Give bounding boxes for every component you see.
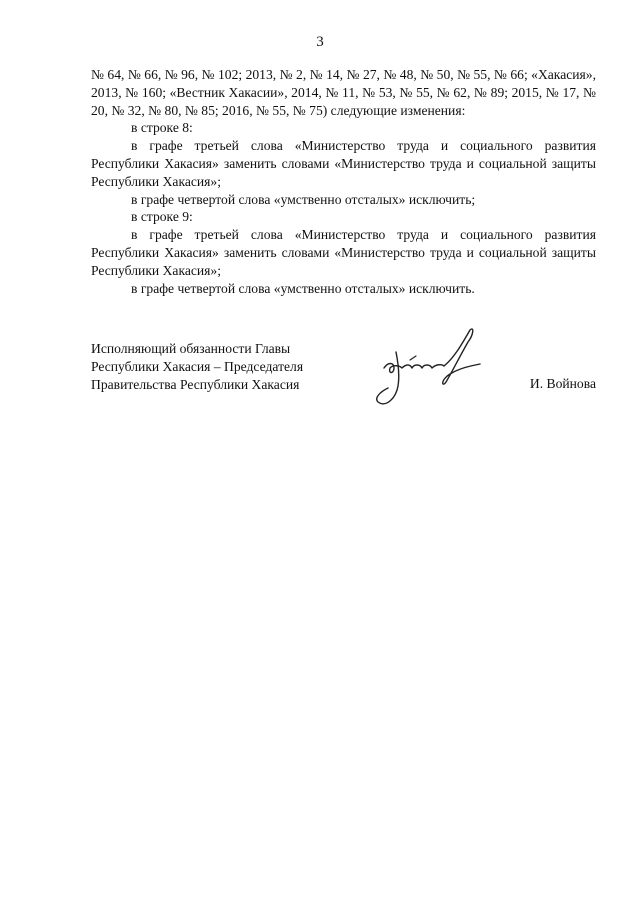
document-body <box>91 66 596 297</box>
row-8-heading: в строке 8: <box>131 120 193 136</box>
row-8-column-3-change: в графе третьей слова «Министерство труда и социального развития Республики Хакасия» заменить словами «Министерство труда и социальной защиты Республики Хакасия»; <box>91 138 596 189</box>
row-9-column-4-change: в графе четвертой слова «умственно отсталых» исключить. <box>131 280 475 296</box>
row-9-heading: в строке 9: <box>131 209 193 225</box>
signatory-title-line-2: Республики Хакасия – Председателя <box>91 358 304 374</box>
handwritten-signature <box>370 322 495 412</box>
signatory-title <box>91 340 391 393</box>
amendment-intro: № 64, № 66, № 96, № 102; 2013, № 2, № 14, № 27, № 48, № 50, № 55, № 66; «Хакасия», 2013, № 160; «Вестник Хакасии», 2014, № 11, № 53, № 55, № 62, № 89; 2015, № 17, № 20, № 32, № 80, № 85; 2016, № 55, № 75) следующие изменения: <box>91 67 596 118</box>
signatory-title-line-1: Исполняющий обязанности Главы <box>91 341 291 356</box>
page-number: 3 <box>316 34 324 50</box>
row-9-column-3-change: в графе третьей слова «Министерство труда и социального развития Республики Хакасия» заменить словами «Министерство труда и социальной защиты Республики Хакасия»; <box>91 227 596 278</box>
signer-name: И. Войнова <box>529 376 596 391</box>
signatory-title-line-3: Правительства Республики Хакасия <box>91 376 300 392</box>
row-8-column-4-change: в графе четвертой слова «умственно отсталых» исключить; <box>131 191 476 207</box>
